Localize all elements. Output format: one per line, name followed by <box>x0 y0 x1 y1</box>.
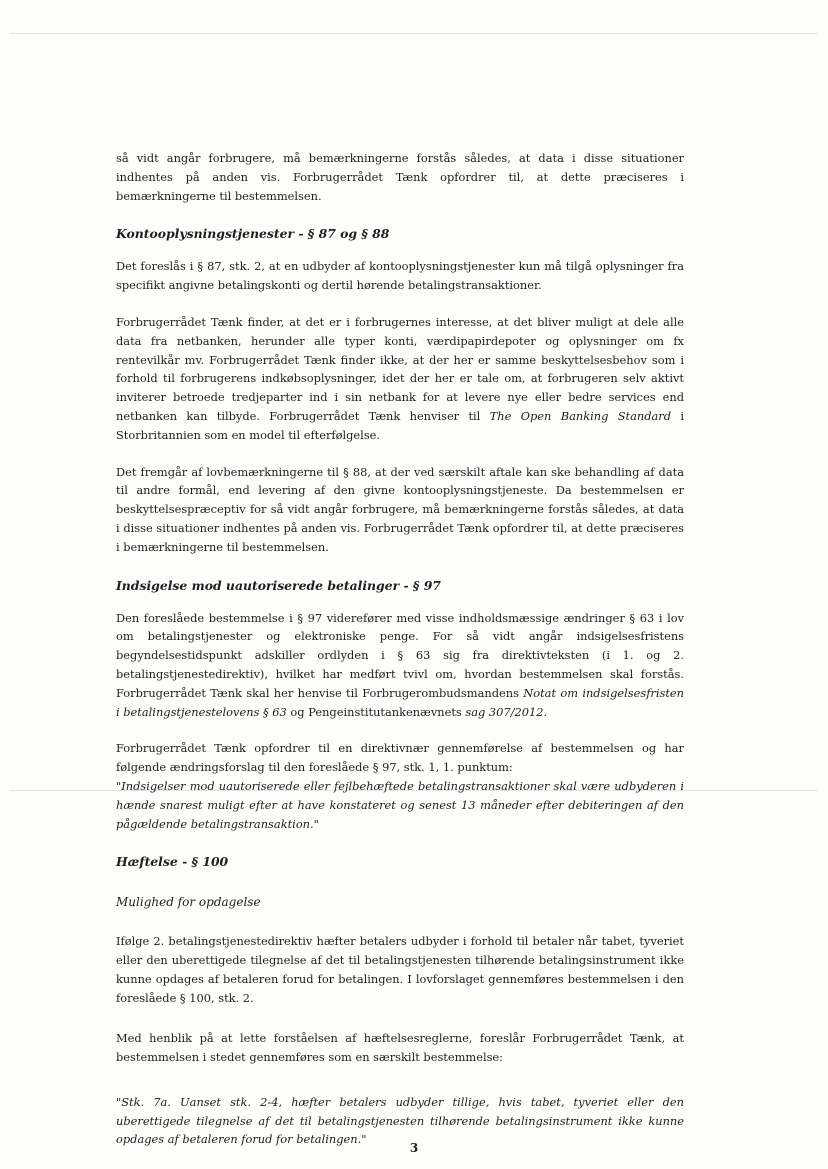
page-number: 3 <box>409 1141 419 1155</box>
scan-line-top <box>10 33 818 34</box>
section-heading-haeftelse: Hæftelse - § 100 <box>116 854 229 870</box>
paragraph: Med henblik på at lette forståelsen af hæftelsesreglerne, foreslår Forbrugerrådet Tænk, at bestemmelsen i stedet gennemføres som en særskilt bestemmelse: <box>116 1031 684 1065</box>
text-run: i Storbritannien som en model til efterfølgelse. <box>116 408 685 442</box>
paragraph: Det foreslås i § 87, stk. 2, at en udbyder af kontooplysningstjenester kun må tilgå oplysninger fra specifikt angivne betalingskonti og dertil hørende betalingstransaktioner. <box>116 259 684 293</box>
emphasis-text: Notat om indsigelsesfristen i betalingstjenestelovens § 63 <box>116 685 684 719</box>
section-heading-kontooplysningstjenester: Kontooplysningstjenester - § 87 og § 88 <box>116 226 390 242</box>
paragraph: Ifølge 2. betalingstjenestedirektiv hæfter betalers udbyder i forhold til betaler når tabet, tyveriet eller den uberettigede tilegnelse af det til betalingstjenesten tilhørende betalingsinstrument ikke kunne opdages af betaleren forud for betalingen. I lovforslaget gennemføres bestemmelsen i den foreslåede § 100, stk. 2. <box>116 934 684 1005</box>
text-run: . <box>543 704 548 719</box>
paragraph: så vidt angår forbrugere, må bemærkningerne forstås således, at data i disse situationer indhentes på anden vis. Forbrugerrådet Tænk opfordrer til, at dette præciseres i bemærkningerne til bestemmelsen. <box>116 151 684 203</box>
section-heading-indsigelse: Indsigelse mod uautoriserede betalinger - § 97 <box>116 577 441 593</box>
emphasis-text: sag 307/2012 <box>465 704 544 719</box>
subheading-mulighed-for-opdagelse: Mulighed for opdagelse <box>116 895 261 910</box>
quote: "Stk. 7a. Uanset stk. 2-4, hæfter betalers udbyder tillige, hvis tabet, tyveriet eller den uberettigede tilegnelse af det til betalingstjenesten tilhørende betalingsinstrument ikke kunne opdages af betaleren forud for betalingen." <box>116 1094 684 1147</box>
text-run: Forbrugerrådet Tænk finder, at det er i forbrugernes interesse, at det bliver muligt at dele alle data fra netbanken, herunder alle typer konti, værdipapirdepoter og oplysninger om fx rentevilkår mv. Forbrugerrådet Tænk finder ikke, at der her er samme beskyttelsesbehov som i forhold til forbrugerens indkøbsoplysninger, idet der her er tale om, at forbrugeren selv aktivt inviterer betroede tredjeparter ind i sin netbank for at levere nye eller bedre services end netbanken kan tilbyde. Forbrugerrådet Tænk henviser til <box>116 314 684 423</box>
paragraph <box>116 313 684 445</box>
text-run: Den foreslåede bestemmelse i § 97 viderefører med visse indholdsmæssige ændringer § 63 i lov om betalingstjenester og elektroniske penge. For så vidt angår indsigelsesfristens begyndelsestidspunkt adskiller ordlyden i § 63 sig fra direktivteksten (i 1. og 2. betalingstjenestedirektiv), hvilket har medført tvivl om, hvordan bestemmelsen skal forstås. Forbrugerrådet Tænk skal her henvise til Forbrugerombudsmandens <box>116 610 684 700</box>
quote: "Indsigelser mod uautoriserede eller fejlbehæftede betalingstransaktioner skal være udbyderen i hænde snarest muligt efter at have konstateret og senest 13 måneder efter debiteringen af den pågældende betalingstransaktion." <box>116 778 684 831</box>
paragraph: Forbrugerrådet Tænk opfordrer til en direktivnær gennemførelse af bestemmelsen og har følgende ændringsforslag til den foreslåede § 97, stk. 1, 1. punktum: <box>116 741 684 775</box>
text-run: og Pengeinstitutankenævnets <box>286 704 466 719</box>
emphasis-text: The Open Banking Standard <box>489 408 672 423</box>
paragraph: Det fremgår af lovbemærkningerne til § 88, at der ved særskilt aftale kan ske behandling af data til andre formål, end levering af den givne kontooplysningstjeneste. Da bestemmelsen er beskyttelsespræceptiv for så vidt angår forbrugere, må bemærkningerne forstås således, at data i disse situationer indhentes på anden vis. Forbrugerrådet Tænk opfordrer til, at dette præciseres i bemærkningerne til bestemmelsen. <box>116 464 684 554</box>
paragraph <box>116 609 684 722</box>
document-body <box>116 149 684 1149</box>
